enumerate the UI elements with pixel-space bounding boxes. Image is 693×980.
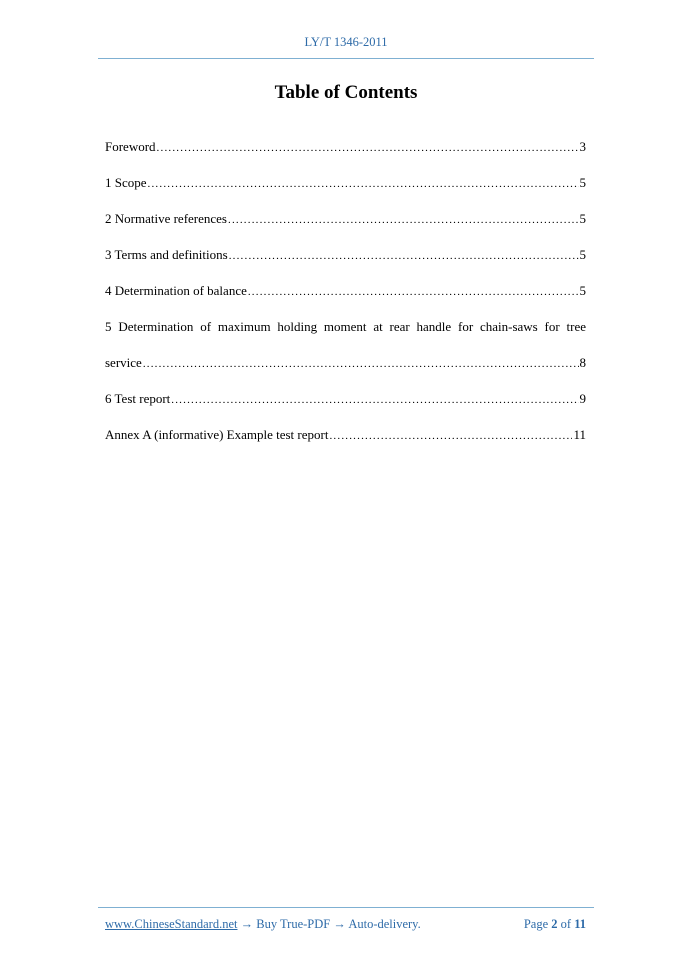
page-header: [98, 35, 594, 50]
toc-entry-foreword[interactable]: [105, 138, 586, 156]
total-pages: 11: [574, 917, 586, 931]
toc-entry-page: 9: [579, 391, 586, 406]
toc-entry-label: 4 Determination of balance: [105, 283, 247, 298]
toc-entry-page: 8: [579, 355, 586, 370]
toc-leader-dots: [248, 283, 579, 301]
toc-entry-page: 5: [579, 283, 586, 298]
toc-entry-page: 5: [579, 247, 586, 262]
auto-delivery-text: Auto-delivery.: [348, 917, 421, 931]
standard-code: LY/T 1346-2011: [304, 35, 388, 49]
toc-entry-page: 5: [579, 175, 586, 190]
toc-leader-dots: [229, 247, 579, 265]
footer-promo: [105, 917, 421, 932]
page-number: [524, 917, 586, 932]
toc-entry-label-line2: service: [105, 355, 142, 370]
toc-entry-label: Foreword: [105, 139, 156, 154]
page-title: Table of Contents: [274, 82, 418, 103]
toc-entry-determination-of-balance[interactable]: [105, 282, 586, 300]
page-of-label: of: [560, 917, 572, 931]
buy-pdf-text: Buy True-PDF: [256, 917, 331, 931]
toc-entry-terms-and-definitions[interactable]: [105, 246, 586, 264]
toc-entry-label: 2 Normative references: [105, 211, 227, 226]
toc-entry-annex-a[interactable]: [105, 426, 586, 444]
toc-entry-label: Annex A (informative) Example test report: [105, 427, 329, 442]
toc-leader-dots: [329, 427, 572, 445]
header-divider: [98, 58, 594, 59]
toc-entry-page: 3: [579, 139, 586, 154]
website-link[interactable]: www.ChineseStandard.net: [105, 917, 238, 931]
footer-divider: [98, 907, 594, 908]
table-of-contents: [105, 138, 586, 462]
arrow-right-icon: →: [240, 917, 254, 931]
arrow-right-icon: →: [333, 917, 346, 931]
toc-entry-label-line1: 5 Determination of maximum holding moment at rear handle for chain-saws for tree: [105, 319, 586, 334]
toc-entry-maximum-holding-moment[interactable]: [105, 318, 586, 372]
toc-entry-scope[interactable]: [105, 174, 586, 192]
toc-entry-label: 6 Test report: [105, 391, 171, 406]
toc-entry-label: 1 Scope: [105, 175, 147, 190]
toc-entry-label: 3 Terms and definitions: [105, 247, 228, 262]
toc-leader-dots: [228, 211, 579, 229]
current-page: 2: [551, 917, 558, 931]
toc-entry-test-report[interactable]: [105, 390, 586, 408]
toc-leader-dots: [148, 175, 579, 193]
toc-entry-page: 11: [573, 427, 586, 442]
toc-leader-dots: [143, 355, 579, 373]
page-label: Page: [523, 917, 549, 931]
toc-leader-dots: [157, 139, 579, 157]
toc-entry-normative-references[interactable]: [105, 210, 586, 228]
toc-leader-dots: [171, 391, 578, 409]
toc-entry-page: 5: [579, 211, 586, 226]
